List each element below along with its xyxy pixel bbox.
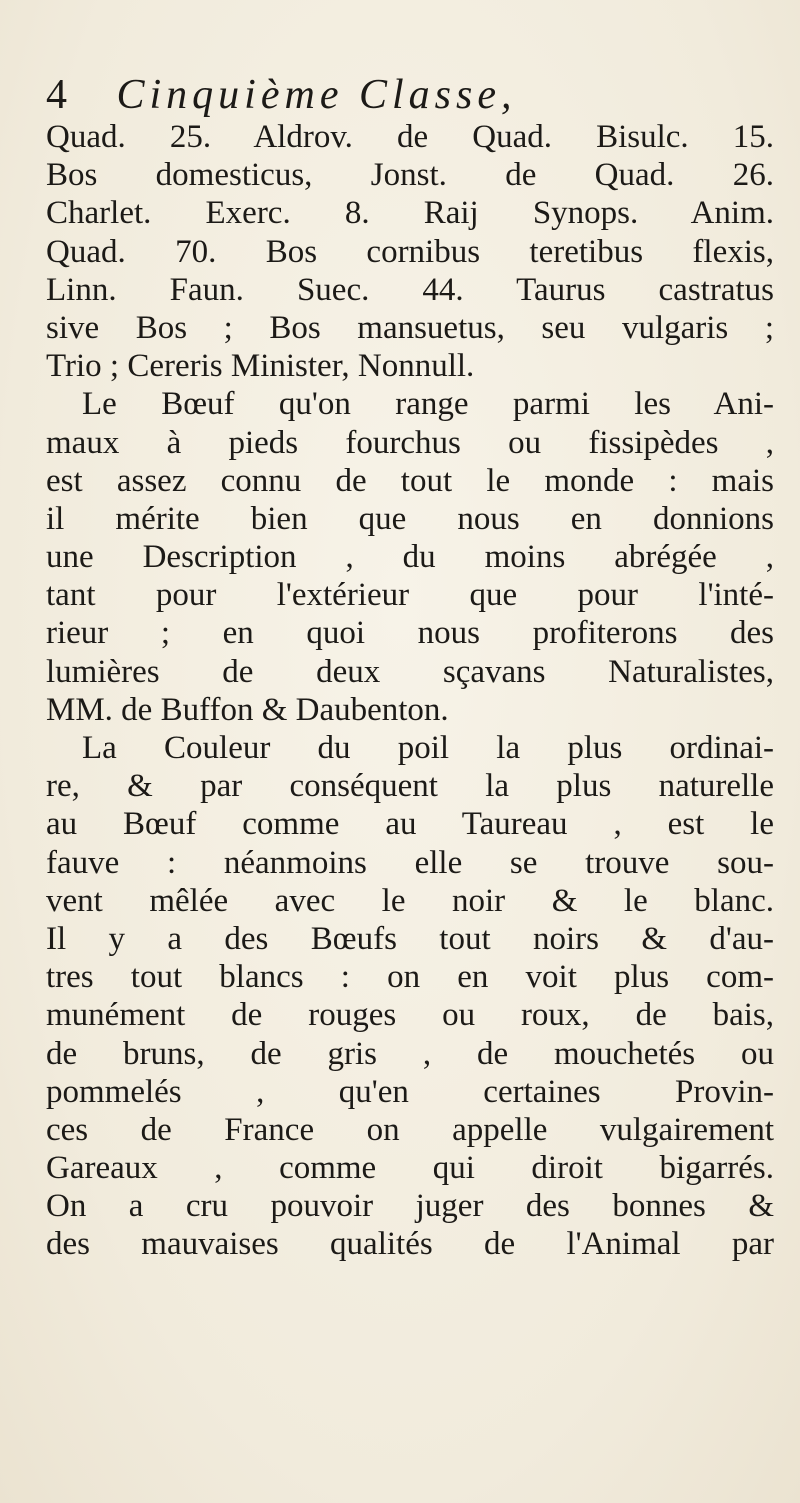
text-line: MM. de Buffon & Daubenton. xyxy=(46,691,449,728)
text-line: Bos domesticus, Jonst. de Quad. 26. xyxy=(46,157,774,194)
text-line: tant pour l'extérieur que pour l'inté- xyxy=(46,577,774,614)
text-line: Quad. 25. Aldrov. de Quad. Bisulc. 15. xyxy=(46,119,774,155)
text-line: de bruns, de gris , de mouchetés ou xyxy=(46,1035,774,1072)
text-line: On a cru pouvoir juger des bonnes & xyxy=(46,1188,774,1225)
text-line: La Couleur du poil la plus ordinai- xyxy=(82,730,774,766)
text-line: fauve : néanmoins elle se trouve sou- xyxy=(46,844,774,881)
text-line: des mauvaises qualités de l'Animal par xyxy=(46,1226,774,1263)
text-line: munément de rouges ou roux, de bais, xyxy=(46,997,774,1034)
text-line: Charlet. Exerc. 8. Raij Synops. Anim. xyxy=(46,195,774,232)
text-line: Quad. 70. Bos cornibus teretibus flexis, xyxy=(46,233,774,270)
running-title: Cinquième Classe, xyxy=(116,72,517,118)
text-line: re, & par conséquent la plus naturelle xyxy=(46,768,774,805)
text-line: au Bœuf comme au Taureau , est le xyxy=(46,806,774,843)
text-line: pommelés , qu'en certaines Provin- xyxy=(46,1073,774,1110)
text-line: Gareaux , comme qui diroit bigarrés. xyxy=(46,1150,774,1187)
text-line: une Description , du moins abrégée , xyxy=(46,539,774,576)
page-number: 4 xyxy=(46,72,67,118)
text-line: ces de France on appelle vulgairement xyxy=(46,1111,774,1148)
text-line: Linn. Faun. Suec. 44. Taurus castratus xyxy=(46,271,774,308)
text-line: est assez connu de tout le monde : mais xyxy=(46,462,774,499)
body-text xyxy=(46,118,774,1264)
text-line: vent mêlée avec le noir & le blanc. xyxy=(46,882,774,919)
text-line: sive Bos ; Bos mansuetus, seu vulgaris ; xyxy=(46,309,774,346)
text-line: rieur ; en quoi nous profiterons des xyxy=(46,615,774,652)
text-line: Le Bœuf qu'on range parmi les Ani- xyxy=(82,386,774,423)
text-line: il mérite bien que nous en donnions xyxy=(46,500,774,537)
text-line: tres tout blancs : on en voit plus com- xyxy=(46,959,774,996)
text-line: lumières de deux sçavans Naturalistes, xyxy=(46,653,774,690)
page-header xyxy=(46,70,776,120)
text-line: maux à pieds fourchus ou fissipèdes , xyxy=(46,424,774,461)
text-line: Il y a des Bœufs tout noirs & d'au- xyxy=(46,920,774,957)
text-line: Trio ; Cereris Minister, Nonnull. xyxy=(46,348,475,385)
